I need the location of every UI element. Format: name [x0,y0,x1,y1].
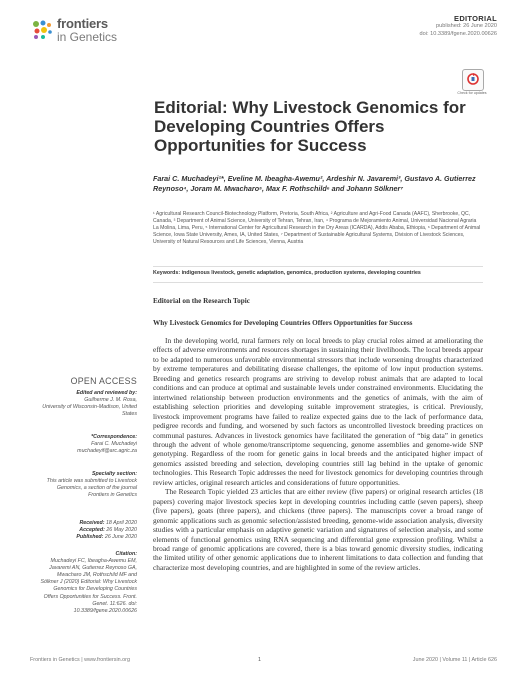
research-topic-title[interactable]: Why Livestock Genomics for Developing Countries Offers Opportunities for Success [153,319,413,327]
accepted-date: 26 May 2020 [106,527,137,534]
journal-name: in Genetics [57,30,118,44]
article-type: EDITORIAL [454,14,497,23]
correspondence-name: Farai C. Muchadeyi [91,441,137,448]
divider [153,266,483,267]
brand-name: frontiers [57,16,108,31]
article-body [153,336,483,572]
affiliations: ¹ Agricultural Research Council-Biotechnology Platform, Pretoria, South Africa, ² Agriculture and Agri-Food Canada (AAFC), Sherbrooke, QC, Canada, ³ Department of Animal Science, University of Tehran, Tehran, Iran, ⁴ Programa de Mejoramiento Animal, Universidad Nacional Agraria La Molina, Lima, Peru, ⁵ International Center for Agricultural Research in the Dry Areas (ICARDA), Addis Ababa, Ethiopia, ⁶ Department of Animal Science, Iowa State University, Ames, IA, United States, ⁷ Department of Sustainable Agricultural Systems, Division of Livestock Sciences, University of Natural Resources and Life Sciences, Vienna, Austria [153,211,481,246]
refresh-icon [463,70,483,90]
article-title: Editorial: Why Livestock Genomics for Developing Countries Offers Opportunities for Success [154,98,466,155]
editor-name: Guilherme J. M. Rosa, [84,397,137,404]
published-date: published: 26 June 2020 [436,23,497,29]
keywords [153,270,483,276]
divider [153,282,483,283]
citation-label: Citation: [115,551,137,557]
specialty-section [40,471,137,499]
received-label: Received: [79,520,105,526]
edited-label: Edited and reviewed by: [76,390,137,396]
correspondence-label: *Correspondence: [91,434,137,440]
editor-affiliation: University of Wisconsin-Madison, United States [42,404,137,418]
correspondence-info [40,434,137,455]
author-list[interactable]: Farai C. Muchadeyi¹*, Eveline M. Ibeagha-Awemu², Ardeshir N. Javaremi³, Gustavo A. Gutierrez Reynoso⁴, Joram M. Mwacharo⁵, Max F. Rothschild⁶ and Johann Sölkner⁷ [153,174,476,193]
citation-text: Muchadeyi FC, Ibeagha-Awemu EM, Javaremi AN, Gutierrez Reynoso GA, Mwacharo JM, Rothschild MF and Sölkner J (2020) Editorial: Why Livestock Genomics for Developing Countries Offers Opportunities for Success. Front. Genet. 11:626. doi: 10.3389/fgene.2020.00626 [40,558,137,614]
specialty-label: Specialty section: [91,471,137,477]
open-access-label: OPEN ACCESS [70,376,137,386]
specialty-text: This article was submitted to Livestock Genomics, a section of the journal Frontiers in Genetics [46,478,137,499]
footer-issue-info: June 2020 | Volume 11 | Article 626 [412,657,497,663]
page-number: 1 [258,657,261,663]
body-paragraph: The Research Topic yielded 23 articles that are either review (five papers) or original research articles (18 papers) covering major livestock species kept in developing countries including cattle (seven papers), sheep (five papers), goats (three papers), and chickens (three papers). The manuscripts cover a broad range of genomic applications such as genomic selection/assisted breeding, genome-wide association analysis, diversity studies with a particular emphasis on adaptive genetic variation and signatures of selection analysis, and some elements of functional genomics using RNA sequencing and differential gene expression profiling. Whilst a broad range of genomic applications are covered, there is a bias toward genomic diversity studies, indicating the limited utility of other genomic applications due to inherent limitations to data collection and funding that characterize most developing countries, and are highlighted in some of the review articles. [153,487,483,572]
footer-journal-link[interactable]: Frontiers in Genetics | www.frontiersin.org [30,657,130,663]
research-topic-label: Editorial on the Research Topic [153,297,250,305]
article-meta-header [420,14,497,38]
accepted-label: Accepted: [79,527,105,534]
received-date: 18 April 2020 [105,520,137,526]
citation-info [40,551,137,615]
published-date-sidebar: 26 June 2020 [104,534,137,541]
check-for-updates-label: Check for updates [457,91,487,95]
body-paragraph: In the developing world, rural farmers rely on local breeds to play crucial roles aimed at ameliorating the effects of adverse environments and resources shortages in sustaining their livelihoods. The local breeds appear to be adapted to numerous unfavorable environmental stressors that include worsening droughts characterized by extreme temperatures and debilitating disease challenges, the epitome of low input production systems. Breeding and genetics research programs are striving to develop robust animals that are adapted to local conditions and can produce at optimal and sustainable levels under constrained environments. Elucidating the intertwined relationship between production environments and the genetics of animals, with the aim of establishing selection priorities and developing suitable improvement strategies, is critical. Previously, livestock improvement programs have failed to realize expected gains due to the lack of performance data, pedigree records and funding, and worsened by such factors as uncontrolled livestock breeding practices on communal pastures. Advances in livestock genomics have facilitated the generation of “big data” in genetics through the advent of whole genome/transcriptome sequencing, genome assemblies and genome-wide SNP genotyping. Regardless of the room for genetic gains in local breeds and the anticipated higher impact of genomics assisted breeding and selection, developing countries still lag behind in the uptake of genomic technologies. This Research Topic addresses the need for livestock genomics for developing countries through review articles, original research articles and considerations of future opportunities. [153,336,483,487]
editor-info [40,390,137,418]
article-dates [40,520,137,541]
doi-link[interactable]: doi: 10.3389/fgene.2020.00626 [419,30,497,37]
keywords-text: indigenous livestock, genetic adaptation, genomics, production systems, developing countries [181,270,421,276]
check-for-updates-button[interactable] [462,69,484,91]
frontiers-logo-icon [30,18,54,42]
correspondence-email[interactable]: muchadeyif@arc.agric.za [77,448,137,455]
published-label: Published: [76,534,104,541]
frontiers-logo[interactable] [30,16,140,46]
keywords-label: Keywords: [153,270,181,276]
